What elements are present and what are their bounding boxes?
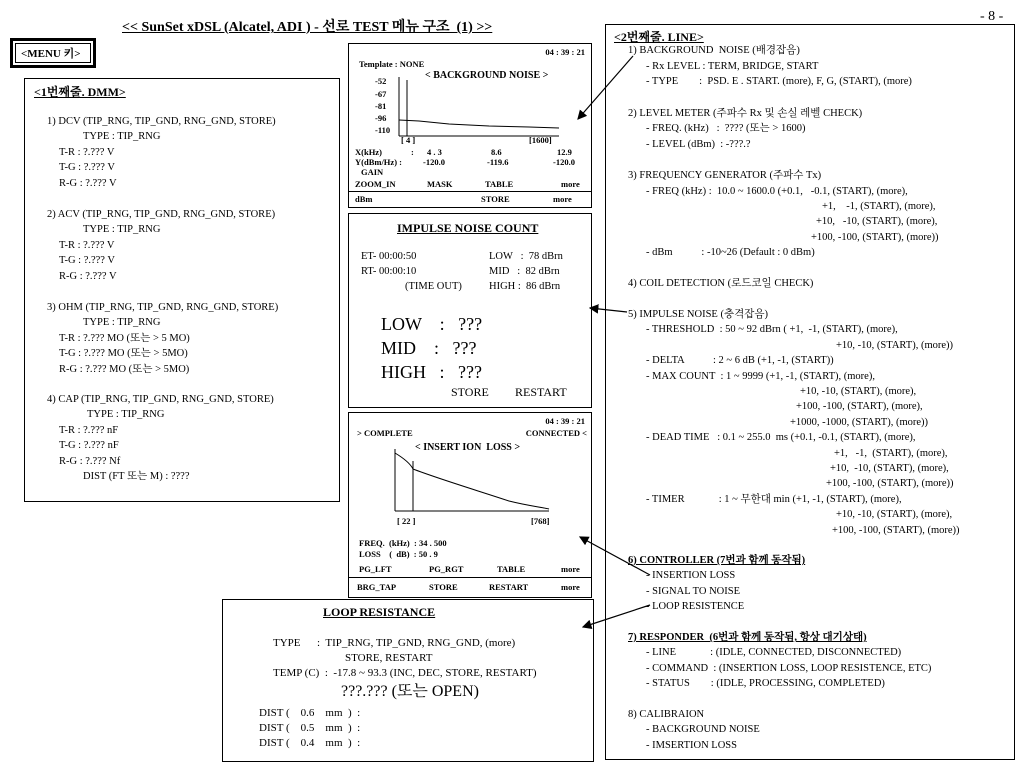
frequency-readout: FREQ. (kHz) : 34 . 500 (359, 538, 447, 548)
line-item: +100, -100, (START), (more)) (826, 478, 954, 489)
clock: 04 : 39 : 21 (545, 47, 585, 57)
line-item: - INSERTION LOSS (646, 570, 736, 581)
line-item: - Rx LEVEL : TERM, BRIDGE, START (646, 61, 819, 72)
screen-title: < INSERT ION LOSS > (415, 442, 521, 453)
y-tick: -81 (375, 101, 387, 111)
loop-type: TYPE : TIP_RNG, TIP_GND, RNG_GND, (more) (273, 637, 516, 649)
line-item: - DELTA : 2 ~ 6 dB (+1, -1, (START)) (646, 355, 834, 366)
line-item: - DEAD TIME : 0.1 ~ 255.0 ms (+0.1, -0.1, (START), (more), (646, 432, 916, 443)
complete-status: > COMPLETE (357, 428, 413, 438)
high-threshold: HIGH : 86 dBrn (489, 281, 561, 292)
line-item: - BACKGROUND NOISE (646, 724, 760, 735)
line-item: 5) IMPULSE NOISE (충격잡음) (628, 309, 769, 320)
softkey[interactable]: TABLE (497, 564, 526, 574)
screen-title: < BACKGROUND NOISE > (425, 70, 549, 81)
arrow-impulse-noise (590, 308, 627, 312)
line-item: 1) BACKGROUND NOISE (배경잡음) (628, 45, 800, 56)
x-row-colon: : (411, 147, 414, 157)
line-item: - LINE : (IDLE, CONNECTED, DISCONNECTED) (646, 647, 902, 658)
distance-row: DIST ( 0.5 mm ) : (259, 722, 361, 734)
dmm-line: 4) CAP (TIP_RNG, TIP_GND, RNG_GND, STORE) (47, 394, 274, 405)
x-end: [1600] (529, 135, 552, 145)
line-item: - TIMER : 1 ~ 무한대 min (+1, -1, (START), (more), (646, 494, 902, 505)
softkey[interactable]: PG_LFT (359, 564, 392, 574)
line-item: - LEVEL (dBm) : -???.? (646, 139, 751, 150)
line-item: - THRESHOLD : 50 ~ 92 dBrn ( +1, -1, (START), (more), (646, 324, 898, 335)
line-item: - FREQ (kHz) : 10.0 ~ 1600.0 (+0.1, -0.1, (START), (more), (646, 186, 908, 197)
y-tick: -67 (375, 89, 387, 99)
mid-count: MID : ??? (381, 338, 477, 358)
line-item: - SIGNAL TO NOISE (646, 586, 741, 597)
store-button[interactable]: STORE (451, 385, 489, 399)
softkey[interactable]: BRG_TAP (357, 582, 397, 592)
dmm-heading: <1번째줄. DMM> (34, 85, 126, 99)
line-item: 8) CALIBRAION (628, 709, 705, 720)
line-item: - TYPE : PSD. E . START. (more), F, G, (START), (more) (646, 76, 912, 87)
dmm-line: TYPE : TIP_RNG (83, 317, 161, 328)
arrow-background-noise (578, 56, 633, 119)
arrow-insertion-loss (580, 537, 650, 575)
line-item: - LOOP RESISTENCE (646, 601, 745, 612)
x-end: [768] (531, 516, 550, 526)
page-number: - 8 - (980, 9, 1004, 24)
dmm-line: T-G : ?.??? V (59, 255, 115, 266)
dmm-line: R-G : ?.??? Nf (59, 456, 121, 467)
line-item: +10, -10, (START), (more)) (836, 340, 954, 351)
distance-row: DIST ( 0.6 mm ) : (259, 707, 361, 719)
line-item: +10, -10, (START), (more), (816, 216, 938, 227)
line-item: - COMMAND : (INSERTION LOSS, LOOP RESISTENCE, ETC) (646, 663, 932, 674)
page-title: << SunSet xDSL (Alcatel, ADI ) - 선로 TEST 메뉴 구조 (1) >> (122, 20, 493, 35)
loop-temperature: TEMP (C) : -17.8 ~ 93.3 (INC, DEC, STORE, RESTART) (273, 667, 537, 679)
softkey[interactable]: more (561, 564, 580, 574)
line-item: +10, -10, (START), (more), (800, 386, 917, 397)
line-item: - IMSERTION LOSS (646, 740, 737, 751)
softkey[interactable]: RESTART (489, 582, 529, 592)
y-row-label: Y(dBm/Hz) : (355, 157, 402, 167)
gain-label: GAIN (361, 167, 384, 177)
line-item: - MAX COUNT : 1 ~ 9999 (+1, -1, (START), (more), (646, 371, 875, 382)
y-row-value: -119.6 (487, 157, 509, 167)
line-item: - FREQ. (kHz) : ???? (또는 > 1600) (646, 123, 806, 134)
dmm-line: R-G : ?.??? V (59, 178, 117, 189)
line-item: 6) CONTROLLER (7번과 함께 동작됨) (628, 555, 806, 566)
distance-row: DIST ( 0.4 mm ) : (259, 737, 361, 749)
template-label: Template : NONE (359, 59, 425, 69)
line-heading: <2번째줄. LINE> (614, 30, 704, 44)
line-item: +10, -10, (START), (more), (830, 463, 949, 474)
line-item: 4) COIL DETECTION (로드코일 CHECK) (628, 278, 814, 289)
dmm-line: 3) OHM (TIP_RNG, TIP_GND, RNG_GND, STORE) (47, 302, 279, 313)
line-item: +10, -10, (START), (more), (836, 509, 953, 520)
line-item: +1, -1, (START), (more), (834, 448, 948, 459)
y-tick: -110 (375, 125, 391, 135)
dmm-line: T-R : ?.??? V (59, 147, 115, 158)
loss-readout: LOSS ( dB) : 50 . 9 (359, 549, 438, 559)
x-start: [ 4 ] (401, 135, 416, 145)
softkey[interactable]: TABLE (485, 179, 514, 189)
dmm-line: T-R : ?.??? MO (또는 > 5 MO) (59, 333, 190, 344)
x-row-value: 12.9 (557, 147, 572, 157)
line-item: +100, -100, (START), (more)) (832, 525, 960, 536)
elapsed-time: ET- 00:00:50 (361, 251, 417, 262)
softkey[interactable]: PG_RGT (429, 564, 464, 574)
y-row-value: -120.0 (423, 157, 445, 167)
softkey[interactable]: more (561, 179, 580, 189)
high-count: HIGH : ??? (381, 362, 482, 382)
softkey[interactable]: dBm (355, 194, 373, 204)
softkey[interactable]: STORE (481, 194, 510, 204)
dmm-line: DIST (FT 또는 M) : ???? (83, 471, 190, 482)
connected-status: CONNECTED < (525, 428, 587, 438)
y-row-value: -120.0 (553, 157, 575, 167)
mid-threshold: MID : 82 dBrn (489, 266, 560, 277)
arrow-loop-resistance (583, 605, 650, 627)
clock: 04 : 39 : 21 (545, 416, 585, 426)
menu-key-label: <MENU 키> (21, 48, 81, 60)
dmm-line: R-G : ?.??? V (59, 271, 117, 282)
dmm-line: T-R : ?.??? nF (59, 425, 119, 436)
line-item: +100, -100, (START), (more)) (811, 232, 939, 243)
y-tick: -52 (375, 76, 387, 86)
dmm-line: TYPE : TIP_RNG (87, 409, 165, 420)
softkey[interactable]: more (561, 582, 580, 592)
line-item: +100, -100, (START), (more), (796, 401, 923, 412)
dmm-line: T-G : ?.??? V (59, 162, 115, 173)
dmm-line: T-R : ?.??? V (59, 240, 115, 251)
impulse-title: IMPULSE NOISE COUNT (397, 221, 539, 235)
dmm-line: R-G : ?.??? MO (또는 > 5MO) (59, 364, 190, 375)
low-count: LOW : ??? (381, 314, 483, 334)
loop-value: ???.??? (또는 OPEN) (341, 683, 479, 700)
x-row-value: 4 . 3 (427, 147, 442, 157)
y-tick: -96 (375, 113, 387, 123)
dmm-line: 1) DCV (TIP_RNG, TIP_GND, RNG_GND, STORE) (47, 116, 276, 127)
line-item: 7) RESPONDER (6번과 함께 동작됨, 항상 대기상태) (628, 632, 867, 643)
line-item: - STATUS : (IDLE, PROCESSING, COMPLETED) (646, 678, 885, 689)
line-item: +1, -1, (START), (more), (822, 201, 936, 212)
loop-title: LOOP RESISTANCE (323, 605, 436, 619)
softkey[interactable]: STORE (429, 582, 458, 592)
dmm-line: TYPE : TIP_RNG (83, 131, 161, 142)
low-threshold: LOW : 78 dBrn (489, 251, 563, 262)
x-row-label: X(kHz) (355, 147, 382, 157)
dmm-line: 2) ACV (TIP_RNG, TIP_GND, RNG_GND, STORE) (47, 209, 276, 220)
softkey[interactable]: more (553, 194, 572, 204)
line-item: - dBm : -10~26 (Default : 0 dBm) (646, 247, 815, 258)
remaining-time: RT- 00:00:10 (361, 266, 417, 277)
x-start: [ 22 ] (397, 516, 416, 526)
softkey[interactable]: ZOOM_IN (355, 179, 396, 189)
line-item: +1000, -1000, (START), (more)) (790, 417, 929, 428)
x-row-value: 8.6 (491, 147, 502, 157)
timeout-label: (TIME OUT) (405, 281, 462, 292)
softkey[interactable]: MASK (427, 179, 453, 189)
dmm-line: TYPE : TIP_RNG (83, 224, 161, 235)
dmm-line: T-G : ?.??? MO (또는 > 5MO) (59, 348, 188, 359)
dmm-line: T-G : ?.??? nF (59, 440, 119, 451)
line-item: 3) FREQUENCY GENERATOR (주파수 Tx) (628, 170, 822, 181)
restart-button[interactable]: RESTART (515, 385, 567, 399)
loop-type-options: STORE, RESTART (345, 652, 433, 664)
line-item: 2) LEVEL METER (주파수 Rx 및 손실 레벨 CHECK) (628, 108, 863, 119)
